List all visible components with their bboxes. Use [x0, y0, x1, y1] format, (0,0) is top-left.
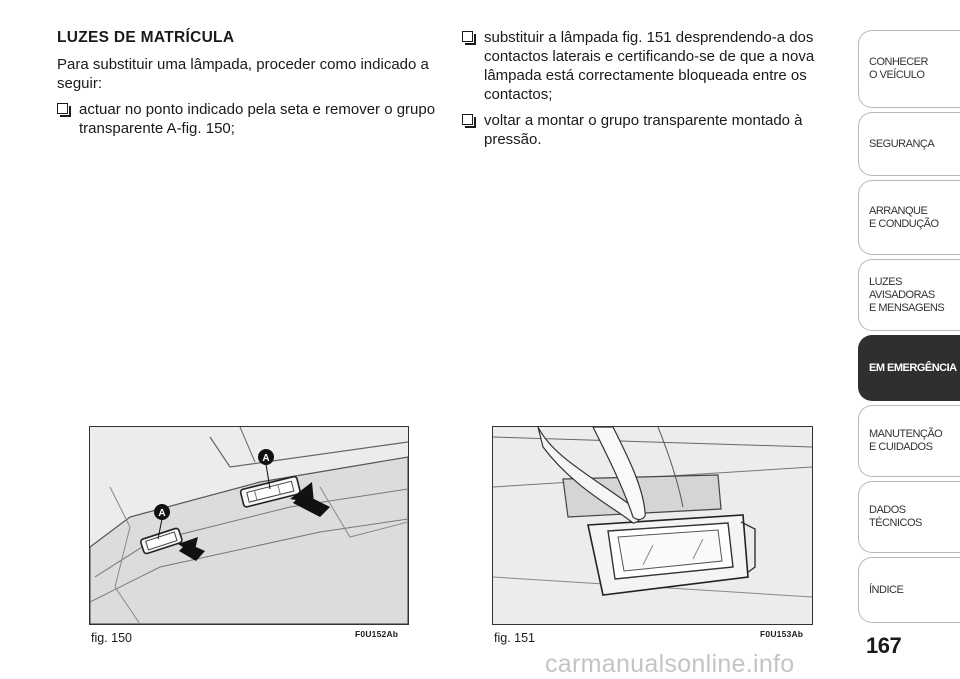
- checkbox-bullet-icon: [57, 103, 68, 114]
- figure-code: F0U153Ab: [760, 629, 804, 639]
- tab-label: ARRANQUE E CONDUÇÃO: [869, 204, 939, 230]
- watermark: carmanualsonline.info: [545, 650, 795, 678]
- sidebar-tab-conhecer[interactable]: [858, 30, 960, 108]
- instruction-bullet: [462, 111, 832, 149]
- intro-paragraph: Para substituir uma lâmpada, proceder como indicado a seguir:: [57, 56, 429, 92]
- sidebar-tab-manutencao[interactable]: [858, 405, 960, 477]
- sidebar-tab-luzes[interactable]: [858, 259, 960, 331]
- checkbox-bullet-icon: [462, 114, 473, 125]
- left-column: [57, 28, 437, 145]
- right-column: [462, 28, 832, 156]
- instruction-bullet: [57, 100, 437, 138]
- tab-label: MANUTENÇÃO E CUIDADOS: [869, 428, 943, 453]
- license-plate-lights-drawing: [90, 427, 408, 624]
- sidebar-tab-arranque[interactable]: [858, 180, 960, 255]
- instruction-bullet: [462, 28, 832, 104]
- tab-label: SEGURANÇA: [869, 137, 935, 150]
- section-heading: LUZES DE MATRÍCULA: [57, 29, 235, 46]
- bullet-text: voltar a montar o grupo transparente montado à pressão.: [484, 112, 803, 148]
- sidebar-tab-dados[interactable]: [858, 481, 960, 553]
- bullet-text: substituir a lâmpada fig. 151 desprendendo-a dos contactos laterais e certificando-se de que a nova lâmpada está correctamente bloqueada entre os contactos;: [484, 29, 815, 103]
- lamp-replacement-drawing: [493, 427, 812, 624]
- figure-caption: fig. 150: [91, 631, 133, 645]
- tab-label: LUZES AVISADORAS E MENSAGENS: [869, 275, 945, 314]
- sidebar-tab-seguranca[interactable]: [858, 112, 960, 176]
- sidebar-tab-em-emergencia[interactable]: [858, 335, 960, 401]
- bullet-text: actuar no ponto indicado pela seta e remover o grupo transparente A-fig. 150;: [79, 101, 436, 137]
- figure-code: F0U152Ab: [355, 629, 399, 639]
- checkbox-bullet-icon: [462, 31, 473, 42]
- callout-label-a: A: [158, 508, 166, 519]
- tab-label: DADOS TÉCNICOS: [869, 504, 922, 529]
- sidebar-tab-indice[interactable]: [858, 557, 960, 623]
- tab-label: ÍNDICE: [869, 583, 904, 596]
- figure-150-illustration: [89, 426, 409, 625]
- callout-label-a: A: [262, 453, 270, 464]
- figure-caption: fig. 151: [494, 631, 536, 645]
- page-number: 167: [866, 633, 902, 658]
- tab-label: CONHECER O VEÍCULO: [869, 56, 928, 81]
- figure-151-illustration: [492, 426, 813, 625]
- tab-label: EM EMERGÊNCIA: [869, 361, 957, 374]
